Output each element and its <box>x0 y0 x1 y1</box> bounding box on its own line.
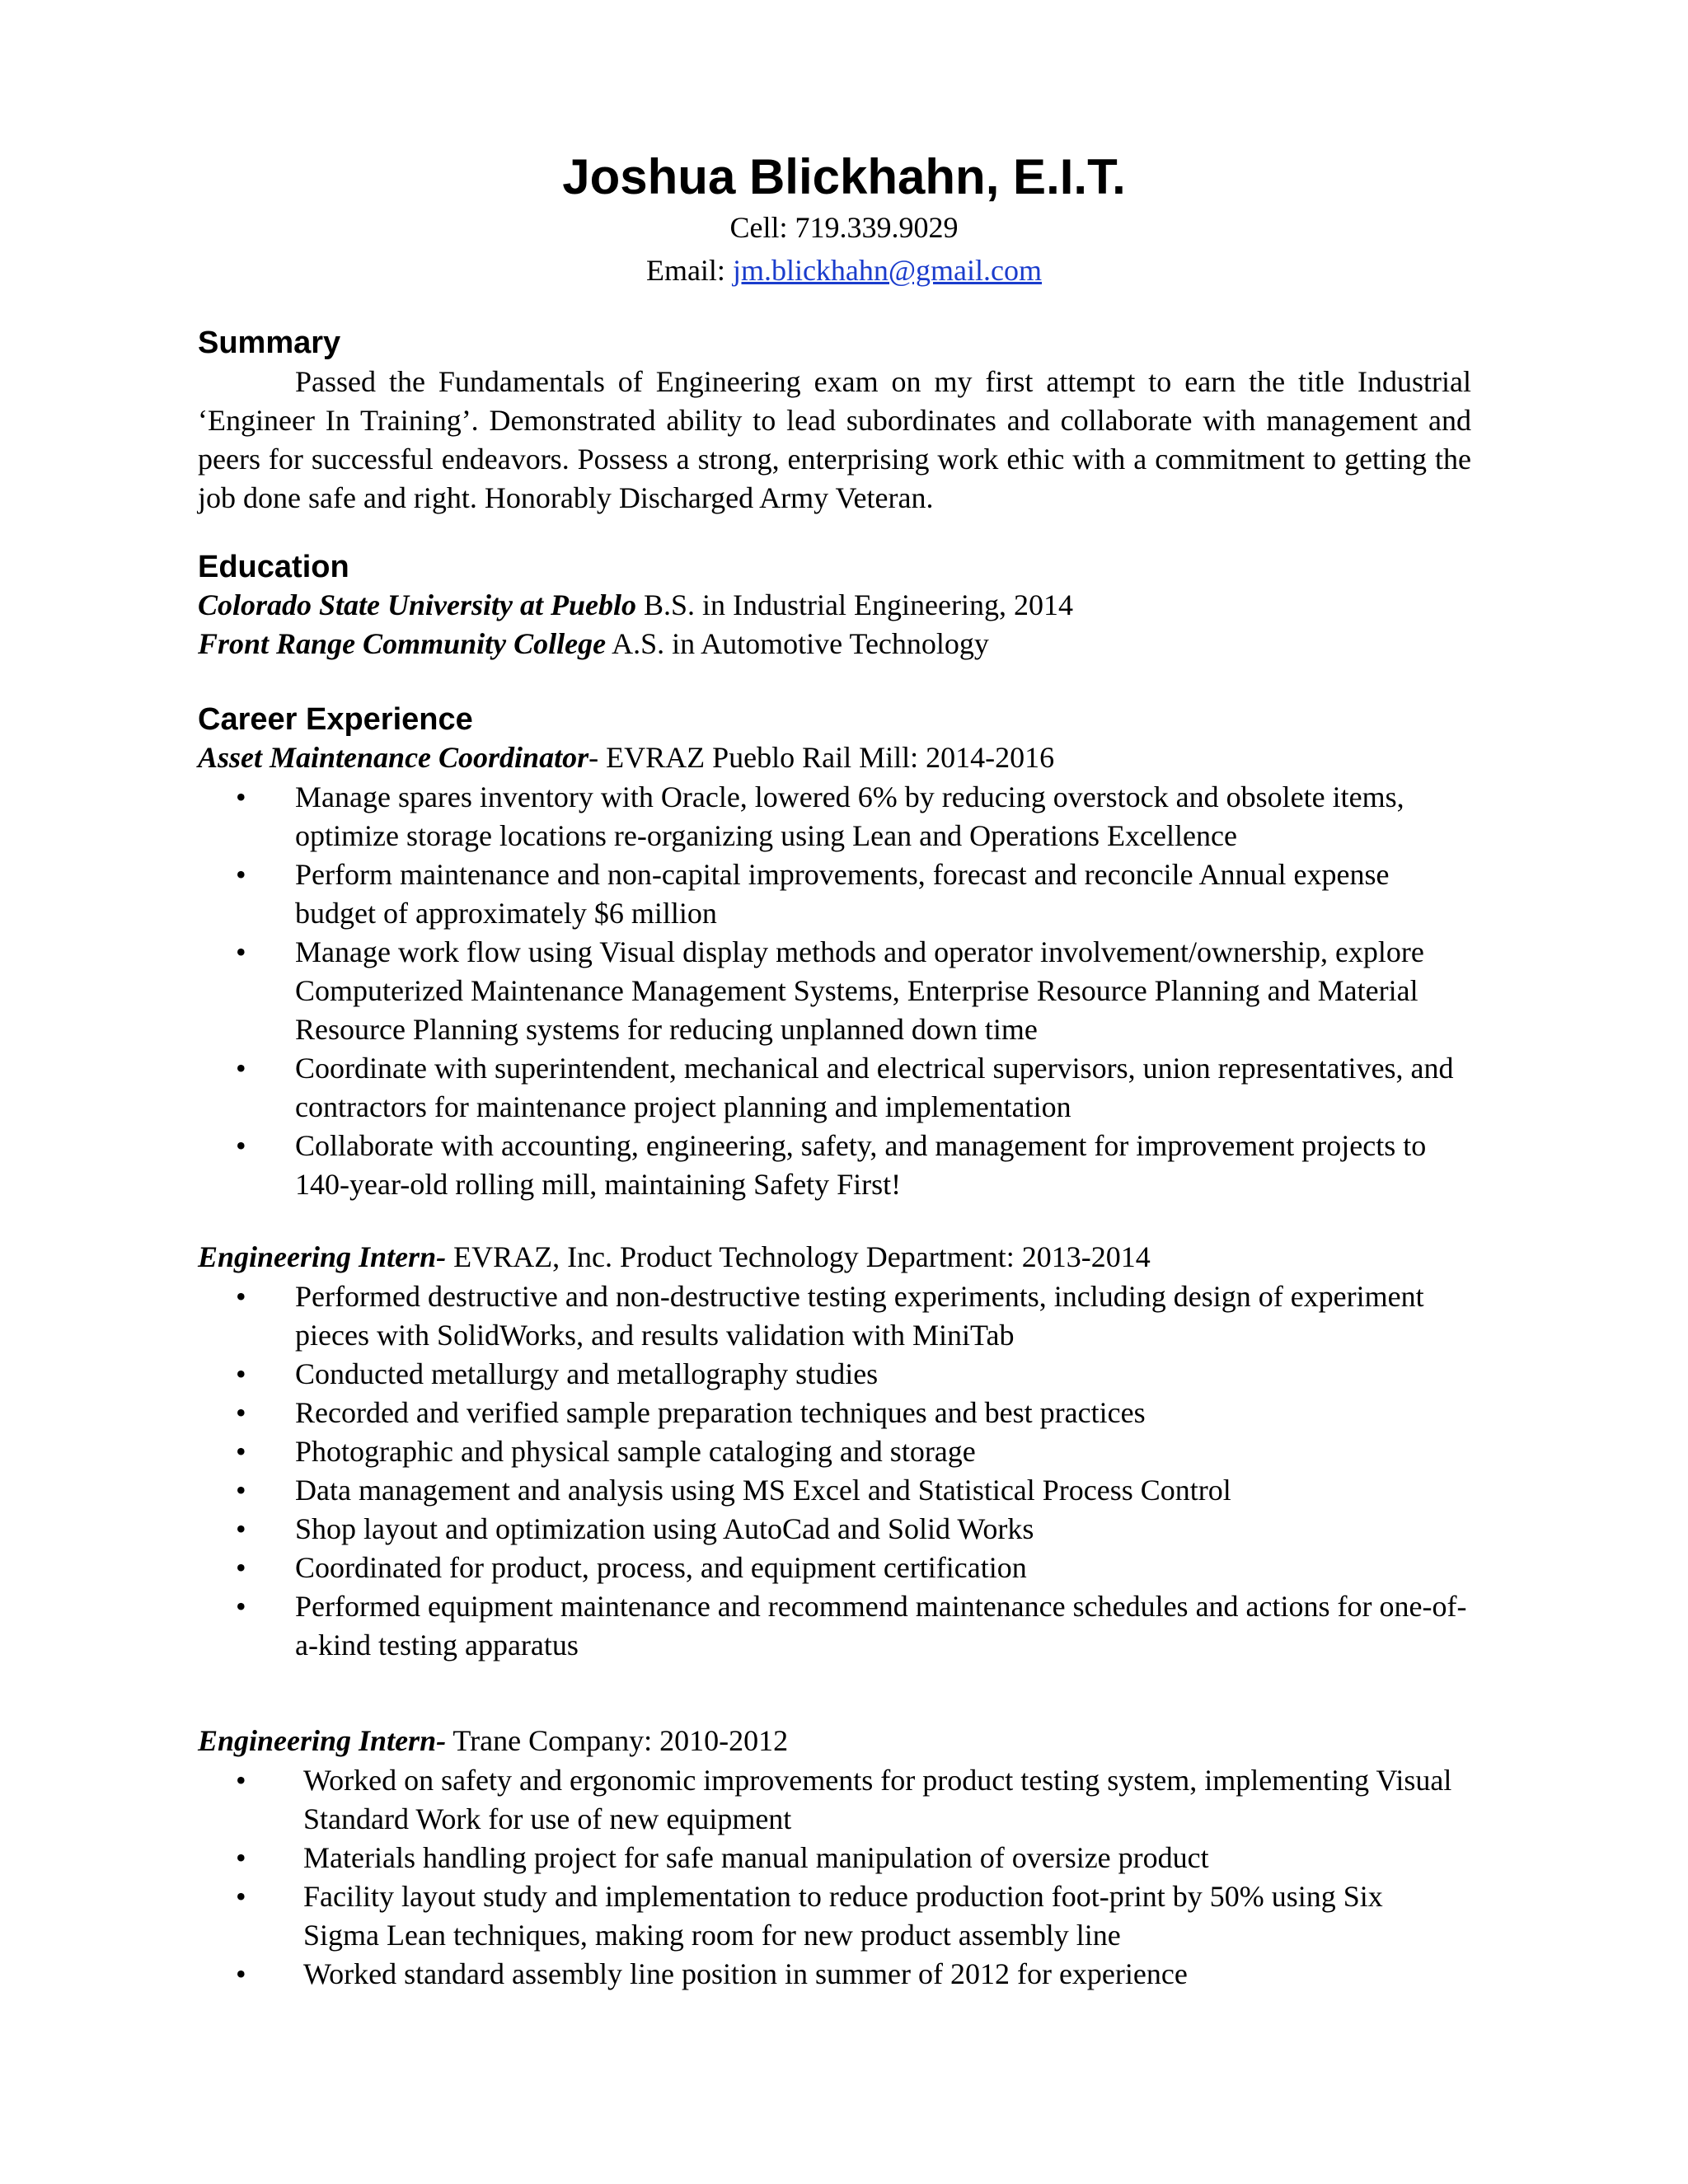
career-heading: Career Experience <box>198 702 473 737</box>
job-title <box>198 738 1054 777</box>
bullet-icon: • <box>236 1129 246 1162</box>
education-entry <box>198 586 1073 625</box>
bullet-icon: • <box>236 780 246 813</box>
degree: B.S. in Industrial Engineering, 2014 <box>636 588 1073 621</box>
job-role: Asset Maintenance Coordinator <box>198 741 589 774</box>
education-heading: Education <box>198 550 349 584</box>
job-detail: - EVRAZ Pueblo Rail Mill: 2014-2016 <box>588 741 1055 774</box>
bullet-icon: • <box>236 1512 246 1545</box>
candidate-name: Joshua Blickhahn, E.I.T. <box>562 149 1126 204</box>
bullet-text: Data management and analysis using MS Excel and Statistical Process Control <box>295 1474 1231 1507</box>
school-name: Colorado State University at Pueblo <box>198 588 637 621</box>
job-bullets <box>236 778 1474 1204</box>
bullet-icon: • <box>236 1396 246 1429</box>
bullet-icon: • <box>236 1280 246 1313</box>
bullet-text: Performed equipment maintenance and recommend maintenance schedules and actions for one-of-a-kind testing apparatus <box>295 1590 1467 1661</box>
bullet-text: Coordinate with superintendent, mechanical and electrical supervisors, union representatives, and contractors for maintenance project planning and implementation <box>295 1052 1454 1123</box>
list-item <box>236 1355 1474 1394</box>
list-item <box>236 1877 1457 1955</box>
list-item <box>236 855 1474 933</box>
bullet-text: Recorded and verified sample preparation techniques and best practices <box>295 1396 1146 1429</box>
email-link[interactable]: jm.blickhahn@gmail.com <box>732 254 1043 287</box>
bullet-text: Collaborate with accounting, engineering, safety, and management for improvement projects to 140-year-old rolling mill, maintaining Safety First! <box>295 1129 1427 1201</box>
education-entry <box>198 625 989 663</box>
job-bullets <box>236 1277 1474 1665</box>
bullet-icon: • <box>236 1357 246 1390</box>
bullet-icon: • <box>236 1474 246 1507</box>
bullet-icon: • <box>236 1880 246 1913</box>
bullet-text: Facility layout study and implementation to reduce production foot-print by 50% using Six Sigma Lean techniques, making room for new product assembly line <box>303 1880 1383 1952</box>
email-label: Email: <box>645 254 725 287</box>
list-item <box>236 778 1474 855</box>
bullet-text: Manage spares inventory with Oracle, lowered 6% by reducing overstock and obsolete items, optimize storage locations re-organizing using Lean and Operations Excellence <box>295 780 1404 852</box>
summary-heading: Summary <box>198 326 341 360</box>
bullet-text: Materials handling project for safe manual manipulation of oversize product <box>303 1841 1209 1874</box>
bullet-icon: • <box>236 1764 246 1797</box>
cell-value: 719.339.9029 <box>795 211 959 244</box>
bullet-text: Worked on safety and ergonomic improvements for product testing system, implementing Visual Standard Work for use of new equipment <box>303 1764 1452 1835</box>
job-title <box>198 1722 788 1760</box>
job-role: Engineering Intern- <box>198 1240 447 1273</box>
bullet-text: Perform maintenance and non-capital improvements, forecast and reconcile Annual expense budget of approximately $6 million <box>295 858 1390 930</box>
bullet-text: Shop layout and optimization using AutoCad and Solid Works <box>295 1512 1034 1545</box>
summary-text: Passed the Fundamentals of Engineering exam on my first attempt to earn the title Industrial ‘Engineer In Training’. Demonstrated ability to lead subordinates and collaborate with management and peers for successful endeavors. Possess a strong, enterprising work ethic with a commitment to getting the job done safe and right. Honorably Discharged Army Veteran. <box>198 365 1471 514</box>
list-item <box>236 1510 1474 1549</box>
list-item <box>236 1549 1474 1587</box>
bullet-icon: • <box>236 1841 246 1874</box>
list-item <box>236 1127 1474 1204</box>
bullet-text: Photographic and physical sample cataloging and storage <box>295 1435 976 1468</box>
cell-label: Cell: <box>729 211 788 244</box>
bullet-icon: • <box>236 858 246 891</box>
list-item <box>236 1049 1474 1127</box>
email-line <box>0 249 1688 292</box>
list-item <box>236 1587 1474 1665</box>
list-item <box>236 1955 1457 1994</box>
job-role: Engineering Intern- <box>198 1724 447 1757</box>
bullet-icon: • <box>236 1052 246 1085</box>
list-item <box>236 1277 1474 1355</box>
degree: A.S. in Automotive Technology <box>606 627 989 660</box>
list-item <box>236 1471 1474 1510</box>
job-bullets <box>236 1761 1457 1994</box>
bullet-text: Coordinated for product, process, and equipment certification <box>295 1551 1027 1584</box>
bullet-text: Manage work flow using Visual display methods and operator involvement/ownership, explore Computerized Maintenance Management Systems, Enterprise Resource Planning and Material Resource Planning systems for reducing unplanned down time <box>295 935 1424 1046</box>
bullet-icon: • <box>236 1590 246 1623</box>
bullet-icon: • <box>236 1551 246 1584</box>
bullet-text: Conducted metallurgy and metallography studies <box>295 1357 879 1390</box>
bullet-text: Worked standard assembly line position in summer of 2012 for experience <box>303 1957 1188 1990</box>
list-item <box>236 1394 1474 1432</box>
job-title <box>198 1238 1151 1277</box>
list-item <box>236 1839 1457 1877</box>
job-detail: EVRAZ, Inc. Product Technology Department: 2013-2014 <box>446 1240 1151 1273</box>
list-item <box>236 933 1474 1049</box>
list-item <box>236 1761 1457 1839</box>
bullet-icon: • <box>236 1435 246 1468</box>
bullet-icon: • <box>236 935 246 968</box>
job-detail: Trane Company: 2010-2012 <box>446 1724 789 1757</box>
bullet-icon: • <box>236 1957 246 1990</box>
bullet-text: Performed destructive and non-destructive testing experiments, including design of experiment pieces with SolidWorks, and results validation with MiniTab <box>295 1280 1424 1352</box>
school-name: Front Range Community College <box>198 627 607 660</box>
cell-line <box>0 206 1688 249</box>
list-item <box>236 1432 1474 1471</box>
